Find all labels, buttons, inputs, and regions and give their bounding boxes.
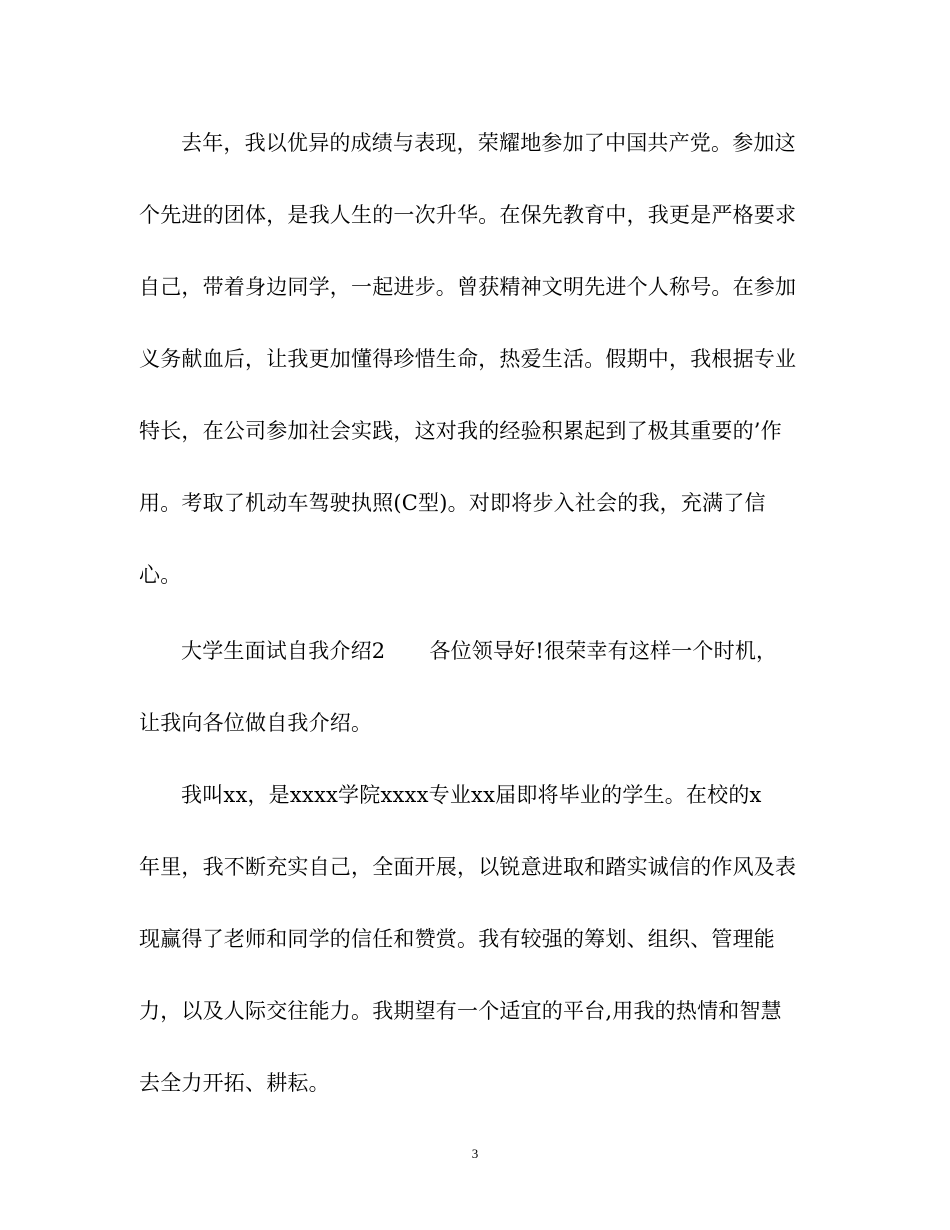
paragraph-line: 心。: [139, 563, 182, 587]
paragraph-line: 去年，我以优异的成绩与表现，荣耀地参加了中国共产党。参加这: [181, 131, 796, 155]
section-heading: 大学生面试自我介绍2: [181, 639, 386, 663]
paragraph-line: 现赢得了老师和同学的信任和赞赏。我有较强的筹划、组织、管理能: [139, 927, 775, 951]
paragraph-line: 力，以及人际交往能力。我期望有一个适宜的平台,用我的热情和智慧: [139, 999, 782, 1023]
paragraph-line: 义务献血后，让我更加懂得珍惜生命，热爱生活。假期中，我根据专业: [139, 347, 797, 371]
paragraph-line: 自己，带着身边同学，一起进步。曾获精神文明先进个人称号。在参加: [139, 275, 797, 299]
paragraph-line: 让我向各位做自我介绍。: [139, 711, 373, 735]
paragraph-line: 去全力开拓、耕耘。: [139, 1071, 330, 1095]
greeting-text: 各位领导好!很荣幸有这样一个时机，: [429, 639, 778, 663]
paragraph-line: 特长，在公司参加社会实践，这对我的经验积累起到了极其重要的’作: [139, 419, 782, 443]
paragraph-line: 年里，我不断充实自己，全面开展，以锐意进取和踏实诚信的作风及表: [139, 855, 797, 879]
section-heading-line: [181, 637, 777, 665]
paragraph-line: 个先进的团体，是我人生的一次升华。在保先教育中，我更是严格要求: [139, 203, 797, 227]
page-number: 3: [471, 1146, 479, 1161]
paragraph-line: 我叫xx，是xxxx学院xxxx专业xx届即将毕业的学生。在校的x: [181, 783, 762, 807]
paragraph-line: 用。考取了机动车驾驶执照(C型)。对即将步入社会的我，充满了信: [139, 491, 766, 515]
